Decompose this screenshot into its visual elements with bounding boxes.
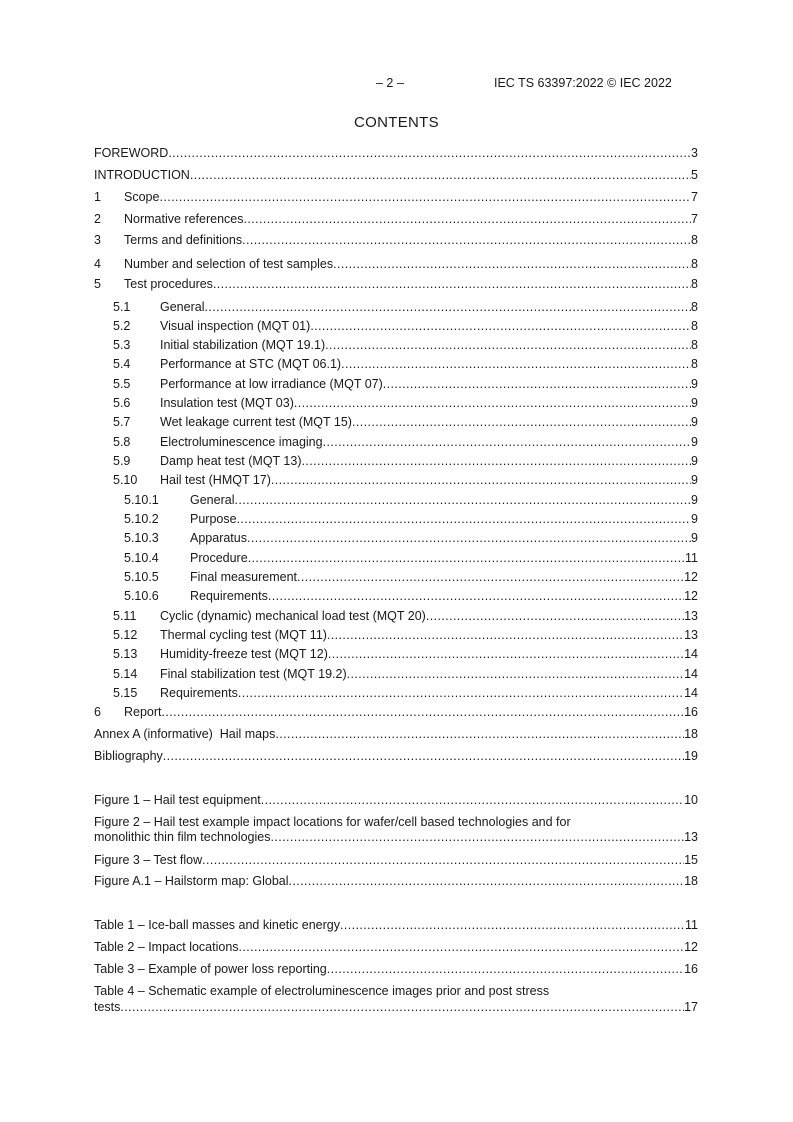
table-entry-3[interactable] [94,962,698,977]
toc-entry-page: 9 [691,473,698,487]
toc-entry-label: Terms and definitions [124,233,243,247]
toc-entry-page: 9 [691,377,698,391]
toc-entry-page: 9 [691,435,698,449]
toc-entry-number: 5.12 [113,628,138,642]
figure-entry-label: Figure 3 – Test flow [94,853,203,867]
toc-entry-number: 2 [94,212,101,226]
table-entry-label: Table 1 – Ice-ball masses and kinetic energy [94,918,340,932]
toc-entry-label: Test procedures [124,277,213,291]
toc-entry-page: 9 [691,493,698,507]
toc-entry-5-13[interactable] [113,647,698,662]
toc-entry-label: Final measurement [190,570,297,584]
toc-entry-number: 5.13 [113,647,138,661]
toc-entry-scope[interactable] [94,190,698,205]
toc-entry-page: 8 [691,257,698,271]
toc-entry-page: 14 [684,667,698,681]
toc-entry-label: Visual inspection (MQT 01) [160,319,311,333]
toc-entry-page: 9 [691,396,698,410]
toc-entry-label: Number and selection of test samples [124,257,334,271]
toc-entry-label: General [160,300,205,314]
toc-entry-5-2[interactable] [113,319,698,334]
toc-entry-page: 9 [691,531,698,545]
page-title: CONTENTS [354,114,439,131]
table-entry-2[interactable] [94,940,698,955]
toc-entry-label: Annex A (informative) Hail maps [94,727,276,741]
table-entry-page: 17 [684,1000,698,1014]
toc-entry-number: 5.1 [113,300,131,314]
toc-entry-number: 5.15 [113,686,138,700]
figure-entry-label: monolithic thin film technologies [94,830,271,844]
toc-entry-number: 6 [94,705,101,719]
toc-entry-label: INTRODUCTION [94,168,190,182]
toc-entry-page: 19 [684,749,698,763]
toc-entry-page: 8 [691,338,698,352]
table-entry-page: 11 [685,918,698,932]
toc-entry-annex-a[interactable] [94,727,698,742]
toc-entry-page: 7 [691,212,698,226]
toc-entry-5-5[interactable] [113,377,698,392]
toc-entry-5-9[interactable] [113,454,698,469]
page-number: – 2 – [376,76,404,90]
toc-entry-number: 5.10 [113,473,138,487]
toc-entry-label: Wet leakage current test (MQT 15) [160,415,352,429]
toc-entry-label: Purpose [190,512,237,526]
toc-entry-page: 8 [691,300,698,314]
toc-entry-label: Bibliography [94,749,163,763]
toc-entry-label: Damp heat test (MQT 13) [160,454,302,468]
toc-entry-number: 5.11 [113,609,137,623]
toc-entry-label: Final stabilization test (MQT 19.2) [160,667,347,681]
toc-entry-number: 5.2 [113,319,131,333]
toc-entry-label: Apparatus [190,531,247,545]
toc-entry-page: 12 [684,570,698,584]
table-entry-4[interactable] [94,1000,698,1015]
figure-entry-label: Figure A.1 – Hailstorm map: Global [94,874,289,888]
figure-entry-1[interactable] [94,793,698,808]
figure-entry-page: 18 [684,874,698,888]
toc-entry-5-8[interactable] [113,435,698,450]
toc-entry-label: General [190,493,235,507]
toc-entry-introduction[interactable] [94,168,698,183]
toc-entry-page: 5 [691,168,698,182]
figure-entry-2[interactable] [94,830,698,845]
toc-entry-5-11[interactable] [113,609,698,624]
toc-entry-5-10[interactable] [113,473,698,488]
toc-entry-number: 5.3 [113,338,131,352]
table-entry-1[interactable] [94,918,698,933]
toc-entry-label: FOREWORD [94,146,169,160]
toc-entry-5-10-4[interactable] [124,551,698,566]
toc-entry-label: Hail test (HMQT 17) [160,473,271,487]
toc-entry-5-1[interactable] [113,300,698,315]
toc-entry-number: 5.14 [113,667,138,681]
figure-entry-2-line1[interactable]: Figure 2 – Hail test example impact locations for wafer/cell based technologies and for [94,815,571,829]
toc-entry-label: Humidity-freeze test (MQT 12) [160,647,328,661]
toc-entry-label: Initial stabilization (MQT 19.1) [160,338,326,352]
toc-entry-number: 5.8 [113,435,131,449]
toc-entry-label: Report [124,705,162,719]
toc-entry-page: 18 [684,727,698,741]
toc-entry-page: 3 [691,146,698,160]
toc-entry-5-10-3[interactable] [124,531,698,546]
toc-entry-label: Normative references [124,212,244,226]
toc-entry-5-4[interactable] [113,357,698,372]
toc-entry-page: 9 [691,454,698,468]
table-entry-label: Table 3 – Example of power loss reporting [94,962,327,976]
toc-entry-5-6[interactable] [113,396,698,411]
figure-entry-page: 15 [684,853,698,867]
toc-entry-label: Procedure [190,551,248,565]
toc-entry-label: Requirements [160,686,238,700]
table-entry-label: Table 2 – Impact locations [94,940,239,954]
toc-entry-label: Electroluminescence imaging [160,435,323,449]
toc-entry-label: Thermal cycling test (MQT 11) [160,628,327,642]
toc-entry-number: 5 [94,277,101,291]
toc-entry-test-procedures[interactable] [94,277,698,292]
toc-entry-page: 13 [684,609,698,623]
toc-entry-number: 5.9 [113,454,131,468]
toc-entry-5-14[interactable] [113,667,698,682]
toc-entry-report[interactable] [94,705,698,720]
table-entry-page: 16 [684,962,698,976]
toc-entry-number: 5.10.1 [124,493,159,507]
toc-entry-number: 5.6 [113,396,131,410]
toc-entry-normative-references[interactable] [94,212,698,227]
toc-entry-number: 3 [94,233,101,247]
toc-entry-page: 11 [685,551,698,565]
toc-entry-number: 5.10.5 [124,570,159,584]
toc-entry-number: 1 [94,190,101,204]
toc-entry-label: Performance at STC (MQT 06.1) [160,357,342,371]
toc-entry-page: 9 [691,415,698,429]
toc-entry-number: 4 [94,257,101,271]
toc-entry-page: 8 [691,357,698,371]
toc-entry-label: Cyclic (dynamic) mechanical load test (MQT 20) [160,609,426,623]
toc-entry-number: 5.4 [113,357,131,371]
toc-entry-test-samples[interactable] [94,257,698,272]
toc-entry-number: 5.10.3 [124,531,159,545]
toc-entry-label: Scope [124,190,160,204]
toc-entry-5-10-2[interactable] [124,512,698,527]
figure-entry-page: 13 [684,830,698,844]
table-entry-4-line1[interactable]: Table 4 – Schematic example of electroluminescence images prior and post stress [94,984,550,998]
toc-entry-number: 5.10.6 [124,589,159,603]
toc-entry-5-10-5[interactable] [124,570,698,585]
toc-entry-number: 5.7 [113,415,131,429]
toc-entry-label: Insulation test (MQT 03) [160,396,294,410]
toc-entry-page: 13 [684,628,698,642]
table-entry-label: tests [94,1000,121,1014]
figure-entry-a1[interactable] [94,874,698,889]
figure-entry-3[interactable] [94,853,698,868]
toc-entry-number: 5.10.2 [124,512,159,526]
toc-entry-page: 16 [684,705,698,719]
figure-entry-page: 10 [684,793,698,807]
toc-entry-bibliography[interactable] [94,749,698,764]
toc-entry-label: Performance at low irradiance (MQT 07) [160,377,383,391]
toc-entry-5-15[interactable] [113,686,698,701]
toc-entry-page: 14 [684,647,698,661]
toc-entry-number: 5.10.4 [124,551,159,565]
toc-entry-page: 8 [691,277,698,291]
figure-entry-label: Figure 1 – Hail test equipment [94,793,261,807]
toc-entry-label: Requirements [190,589,268,603]
toc-entry-page: 9 [691,512,698,526]
toc-entry-5-10-1[interactable] [124,493,698,508]
toc-entry-page: 14 [684,686,698,700]
toc-entry-terms-definitions[interactable] [94,233,698,248]
toc-entry-5-3[interactable] [113,338,698,353]
toc-entry-5-10-6[interactable] [124,589,698,604]
document-id: IEC TS 63397:2022 © IEC 2022 [494,76,672,90]
toc-entry-page: 7 [691,190,698,204]
toc-entry-5-7[interactable] [113,415,698,430]
toc-entry-5-12[interactable] [113,628,698,643]
toc-entry-page: 8 [691,319,698,333]
toc-entry-page: 8 [691,233,698,247]
toc-entry-page: 12 [684,589,698,603]
toc-entry-foreword[interactable] [94,146,698,161]
table-entry-page: 12 [684,940,698,954]
toc-entry-number: 5.5 [113,377,131,391]
